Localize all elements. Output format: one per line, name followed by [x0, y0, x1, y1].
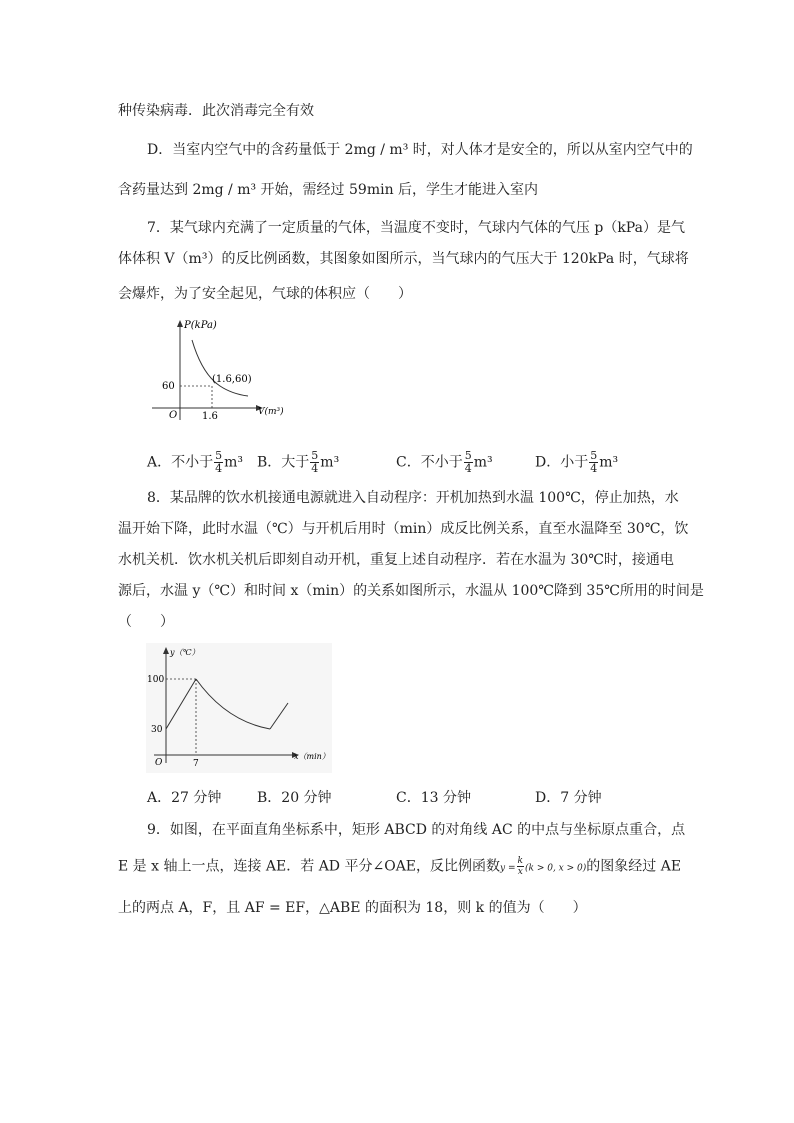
q7-y-arrow	[177, 320, 183, 327]
q8-graph	[146, 643, 332, 773]
q7-option-a-fraction	[214, 450, 223, 475]
q8-option-a[interactable]: A．27 分钟	[147, 790, 222, 806]
q7-option-a-label: A．不小于	[147, 454, 214, 471]
q9-func-y: y =	[500, 863, 516, 874]
q8-text-line3: 水机关机．饮水机关机后即刻自动开机，重复上述自动程序．若在水温为 30℃时，接通电	[118, 552, 674, 568]
q7-text-line3: 会爆炸，为了安全起见，气球的体积应（ ）	[118, 286, 412, 302]
q9-func-numerator: k	[517, 856, 523, 866]
q8-y-tick-high: 100	[147, 675, 165, 685]
q7-option-a-denominator: 4	[215, 462, 223, 475]
q7-y-label: P(kPa)	[184, 320, 217, 331]
q7-origin: O	[169, 410, 178, 421]
q7-point-label: (1.6,60)	[212, 374, 252, 385]
q7-option-a-numerator: 5	[215, 449, 223, 462]
q8-option-b[interactable]: B．20 分钟	[257, 790, 332, 806]
q7-option-c-numerator: 5	[464, 449, 472, 462]
q8-x-label: x（min）	[294, 752, 330, 761]
option-d-prev-line1: D．当室内空气中的含药量低于 2mg / m³ 时，对人体才是安全的，所以从室内空气中的	[147, 142, 693, 158]
q8-text-line4: 源后，水温 y（℃）和时间 x（min）的关系如图所示，水温从 100℃降到 35℃所用的时间是	[118, 583, 704, 599]
q7-option-a-unit: m³	[224, 454, 244, 471]
q7-text-line1: 7．某气球内充满了一定质量的气体，当温度不变时，气球内气体的气压 p（kPa）是气	[147, 220, 685, 236]
q7-curve	[192, 340, 248, 396]
q9-text-line3: 上的两点 A，F，且 AF = EF，△ABE 的面积为 18，则 k 的值为（ ）	[118, 900, 587, 916]
q8-text-line1: 8．某品牌的饮水机接通电源就进入自动程序：开机加热到水温 100℃，停止加热，水	[147, 490, 679, 506]
q8-y-tick-low: 30	[151, 725, 163, 735]
q8-origin: O	[155, 758, 163, 768]
q7-option-a[interactable]	[147, 450, 243, 475]
q7-option-c-label: C．不小于	[396, 454, 463, 471]
option-d-prev-line2: 含药量达到 2mg / m³ 开始，需经过 59min 后，学生才能进入室内	[118, 182, 539, 198]
q7-option-c-unit: m³	[473, 454, 493, 471]
q8-option-d[interactable]: D．7 分钟	[535, 790, 602, 806]
q7-option-b[interactable]	[257, 450, 339, 475]
q7-option-d-unit: m³	[599, 454, 619, 471]
q7-option-b-numerator: 5	[311, 449, 319, 462]
q8-text-line2: 温开始下降，此时水温（℃）与开机后用时（min）成反比例关系，直至水温降至 30℃，饮	[118, 521, 689, 537]
q7-option-d-numerator: 5	[590, 449, 598, 462]
q9-func-fraction	[517, 856, 524, 877]
q8-x-tick: 7	[193, 759, 199, 769]
q8-y-label: y（℃）	[170, 648, 200, 657]
q9-func-condition: (k > 0, x > 0)	[525, 863, 587, 874]
q7-option-b-label: B．大于	[257, 454, 310, 471]
q9-text-line1: 9．如图，在平面直角坐标系中，矩形 ABCD 的对角线 AC 的中点与坐标原点重合，点	[147, 822, 686, 838]
q7-option-d-label: D．小于	[535, 454, 589, 471]
intro-line: 种传染病毒．此次消毒完全有效	[118, 103, 314, 119]
q7-option-c-fraction	[464, 450, 473, 475]
q7-x-label: V(m³)	[258, 407, 284, 417]
q7-option-b-unit: m³	[320, 454, 340, 471]
q9-text-line2-b: 的图象经过 AE	[586, 858, 682, 875]
q9-text-line2	[118, 856, 681, 879]
q7-option-c-denominator: 4	[464, 462, 472, 475]
q8-option-c[interactable]: C．13 分钟	[396, 790, 471, 806]
q7-text-line2: 体体积 V（m³）的反比例函数，其图象如图所示，当气球内的气压大于 120kPa 时，气球将	[118, 251, 689, 267]
q7-option-d-denominator: 4	[590, 462, 598, 475]
q7-option-d[interactable]	[535, 450, 618, 475]
q7-option-c[interactable]	[396, 450, 493, 475]
q7-option-d-fraction	[589, 450, 598, 475]
q7-option-b-fraction	[310, 450, 319, 475]
q8-text-line5: （ ）	[118, 614, 174, 630]
q7-x-tick: 1.6	[202, 411, 218, 422]
q7-option-b-denominator: 4	[311, 462, 319, 475]
q7-graph	[150, 314, 300, 426]
q7-y-tick: 60	[162, 381, 175, 392]
q9-func-denominator: x	[517, 867, 523, 877]
q9-text-line2-a: E 是 x 轴上一点，连接 AE．若 AD 平分∠OAE，反比例函数	[118, 858, 501, 875]
